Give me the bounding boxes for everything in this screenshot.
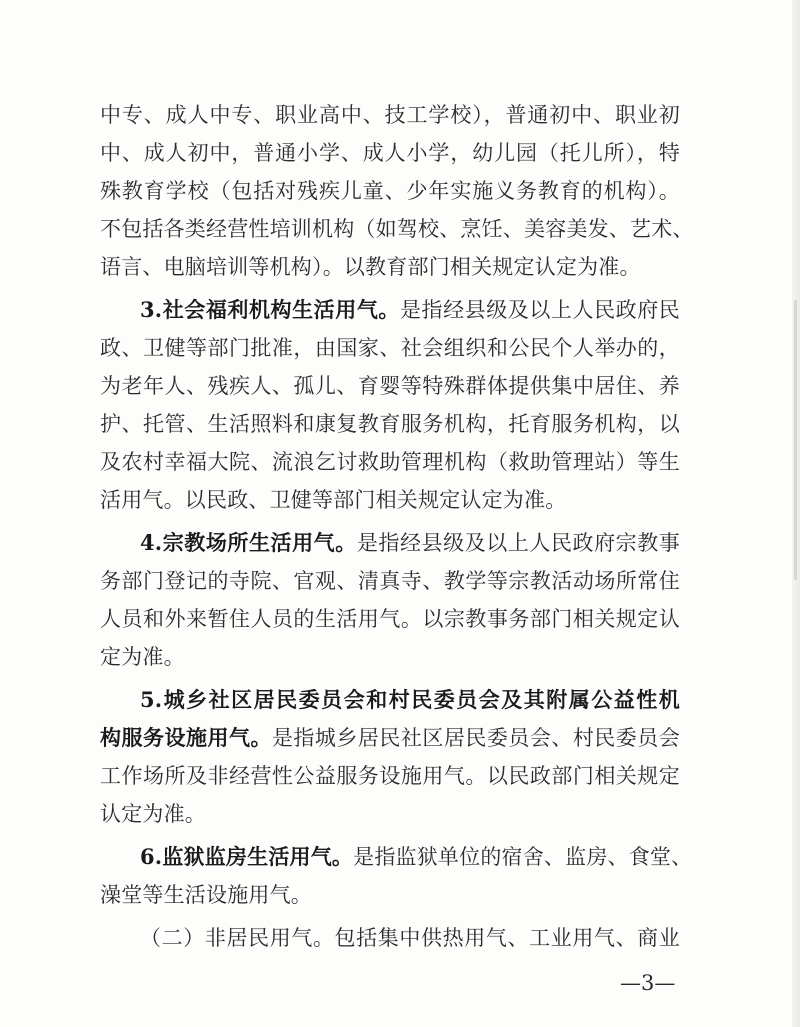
- text-line-11: 活用气。以民政、卫健等部门相关规定认定为准。: [100, 488, 567, 512]
- page-number: —3—: [620, 971, 676, 995]
- section-5-heading-line: [100, 681, 680, 719]
- section-5-heading-line-2: 构服务设施用气。是指城乡居民社区居民委员会、村民委员会: [100, 725, 680, 750]
- section-4-heading: 4.宗教场所生活用气。: [140, 530, 357, 555]
- text-line-13: 务部门登记的寺院、官观、清真寺、教学等宗教活动场所常住: [100, 569, 680, 593]
- section-3-heading: 3.社会福利机构生活用气。: [140, 297, 400, 322]
- text-line-19: 认定为准。: [100, 802, 206, 826]
- text-line-9: 护、托管、生活照料和康复教育服务机构，托育服务机构，以: [100, 412, 680, 436]
- section-5-heading-cont: 构服务设施用气。: [100, 725, 272, 750]
- text-line-8: 为老年人、残疾人、孤儿、育婴等特殊群体提供集中居住、养: [100, 374, 680, 398]
- text-line-15: 定为准。: [100, 645, 185, 669]
- section-6-heading: 6.监狱监房生活用气。: [140, 844, 354, 869]
- section-4-heading-line: 4.宗教场所生活用气。是指经县级及以上人民政府宗教事: [140, 530, 681, 555]
- text-line-10: 及农村幸福大院、流浪乞讨救助管理机构（救助管理站）等生: [100, 450, 680, 474]
- text-line-1: 中专、成人中专、职业高中、技工学校），普通初中、职业初: [100, 103, 680, 127]
- section-5-heading: 5.城乡社区居民委员会和村民委员会及其附属公益性机: [140, 687, 680, 712]
- text-line-21: 澡堂等生活设施用气。: [100, 883, 312, 907]
- scroll-indicator: [794, 300, 797, 580]
- text-line-3: 殊教育学校（包括对残疾儿童、少年实施义务教育的机构）。: [100, 179, 680, 203]
- text-line-5: 语言、电脑培训等机构）。以教育部门相关规定认定为准。: [100, 255, 641, 279]
- text-line-7: 政、卫健等部门批准，由国家、社会组织和公民个人举办的，: [100, 336, 680, 360]
- text-line-2: 中、成人初中，普通小学、成人小学，幼儿园（托儿所），特: [100, 141, 680, 165]
- subsection-2-line: （二）非居民用气。包括集中供热用气、工业用气、商业: [140, 926, 680, 950]
- section-3-heading-line: 3.社会福利机构生活用气。是指经县级及以上人民政府民: [140, 297, 680, 322]
- section-6-heading-line: 6.监狱监房生活用气。是指监狱单位的宿舍、监房、食堂、: [140, 844, 693, 869]
- text-line-18: 工作场所及非经营性公益服务设施用气。以民政部门相关规定: [100, 764, 680, 788]
- document-body: [100, 96, 694, 957]
- text-line-14: 人员和外来暂住人员的生活用气。以宗教事务部门相关规定认: [100, 607, 680, 631]
- text-line-4: 不包括各类经营性培训机构（如驾校、烹饪、美容美发、艺术、: [100, 217, 694, 241]
